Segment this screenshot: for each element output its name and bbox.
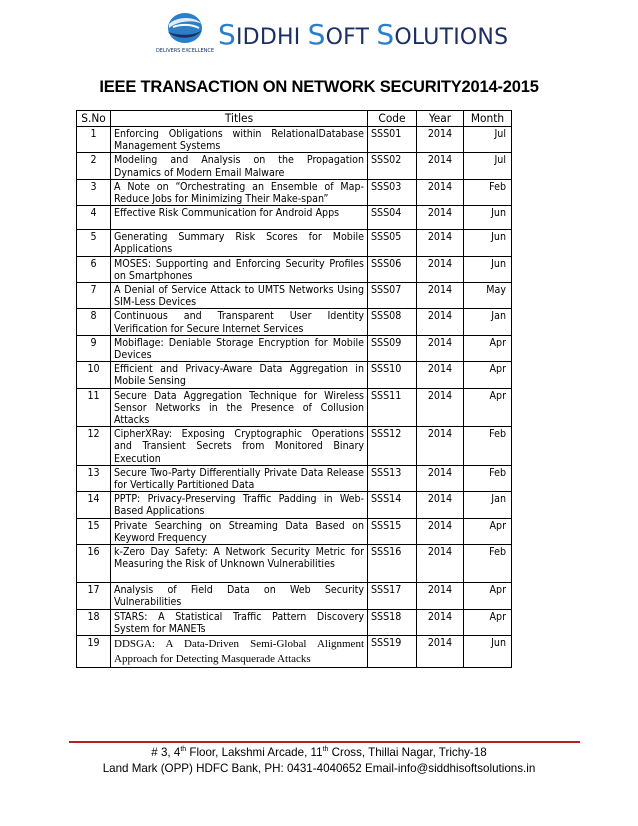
row-code: SSS01: [368, 127, 417, 153]
row-sno: 11: [77, 388, 111, 427]
address-part-2: Floor, Lakshmi Arcade, 11: [186, 746, 323, 759]
table-row: [77, 362, 512, 388]
row-sno: 10: [77, 362, 111, 388]
row-month: Apr: [464, 335, 512, 361]
row-code: SSS04: [368, 206, 417, 230]
brand-rest-1: IDDHI: [235, 25, 301, 50]
company-name: [218, 18, 508, 51]
table-row: [77, 127, 512, 153]
table-header-row: [77, 111, 512, 127]
table-row: [77, 609, 512, 635]
table-row: [77, 545, 512, 583]
row-code: SSS11: [368, 388, 417, 427]
table-row: [77, 179, 512, 205]
header-sno: S.No: [77, 111, 111, 127]
row-month: Jun: [464, 635, 512, 667]
row-sno: 2: [77, 153, 111, 179]
footer-address: [0, 745, 638, 760]
row-code: SSS05: [368, 230, 417, 256]
row-code: SSS19: [368, 635, 417, 667]
row-sno: 4: [77, 206, 111, 230]
row-title: STARS: A Statistical Traffic Pattern Discovery System for MANETs: [111, 609, 368, 635]
projects-table: [76, 110, 512, 668]
row-code: SSS16: [368, 545, 417, 583]
row-title: PPTP: Privacy-Preserving Traffic Padding in Web-Based Applications: [111, 492, 368, 518]
row-title: Generating Summary Risk Scores for Mobile Applications: [111, 230, 368, 256]
row-year: 2014: [417, 179, 464, 205]
row-code: SSS14: [368, 492, 417, 518]
row-year: 2014: [417, 427, 464, 466]
row-month: Jun: [464, 206, 512, 230]
row-sno: 13: [77, 465, 111, 491]
row-sno: 17: [77, 583, 111, 609]
footer-divider: [69, 741, 580, 743]
company-logo: [155, 10, 215, 56]
row-title: Mobiflage: Deniable Storage Encryption for Mobile Devices: [111, 335, 368, 361]
row-title: Efficient and Privacy-Aware Data Aggregation in Mobile Sensing: [111, 362, 368, 388]
row-month: Apr: [464, 388, 512, 427]
row-title: DDSGA: A Data-Driven Semi-Global Alignment Approach for Detecting Masquerade Attacks: [111, 635, 368, 667]
row-month: Apr: [464, 362, 512, 388]
row-month: Feb: [464, 427, 512, 466]
table-row: [77, 153, 512, 179]
table-row: [77, 635, 512, 667]
row-year: 2014: [417, 127, 464, 153]
row-title: Secure Data Aggregation Technique for Wireless Sensor Networks in the Presence of Collusion Attacks: [111, 388, 368, 427]
row-title: Effective Risk Communication for Android Apps: [111, 206, 368, 230]
row-sno: 6: [77, 256, 111, 282]
row-year: 2014: [417, 492, 464, 518]
row-code: SSS10: [368, 362, 417, 388]
row-year: 2014: [417, 256, 464, 282]
row-code: SSS02: [368, 153, 417, 179]
row-sno: 14: [77, 492, 111, 518]
row-year: 2014: [417, 283, 464, 309]
row-code: SSS07: [368, 283, 417, 309]
row-year: 2014: [417, 583, 464, 609]
row-month: Feb: [464, 179, 512, 205]
row-sno: 19: [77, 635, 111, 667]
header-titles: Titles: [111, 111, 368, 127]
row-year: 2014: [417, 635, 464, 667]
row-month: May: [464, 283, 512, 309]
row-title: CipherXRay: Exposing Cryptographic Operations and Transient Secrets from Monitored Binary Execution: [111, 427, 368, 466]
row-title: Continuous and Transparent User Identity Verification for Secure Internet Services: [111, 309, 368, 335]
table-row: [77, 492, 512, 518]
row-sno: 3: [77, 179, 111, 205]
row-code: SSS17: [368, 583, 417, 609]
row-year: 2014: [417, 206, 464, 230]
table-row: [77, 583, 512, 609]
row-title: Analysis of Field Data on Web Security Vulnerabilities: [111, 583, 368, 609]
table-row: [77, 309, 512, 335]
row-year: 2014: [417, 518, 464, 544]
row-year: 2014: [417, 465, 464, 491]
row-title: A Denial of Service Attack to UMTS Networks Using SIM-Less Devices: [111, 283, 368, 309]
address-part-3: Cross, Thillai Nagar, Trichy-18: [328, 746, 487, 759]
row-year: 2014: [417, 309, 464, 335]
row-code: SSS15: [368, 518, 417, 544]
row-month: Feb: [464, 545, 512, 583]
row-month: Apr: [464, 518, 512, 544]
row-month: Jul: [464, 153, 512, 179]
row-sno: 8: [77, 309, 111, 335]
row-year: 2014: [417, 388, 464, 427]
brand-cap-2: S: [307, 18, 326, 51]
address-sup-2: th: [322, 746, 329, 754]
table-row: [77, 335, 512, 361]
row-code: SSS13: [368, 465, 417, 491]
row-year: 2014: [417, 335, 464, 361]
table-row: [77, 465, 512, 491]
row-sno: 5: [77, 230, 111, 256]
table-row: [77, 230, 512, 256]
row-title: k-Zero Day Safety: A Network Security Metric for Measuring the Risk of Unknown Vulnerabilities: [111, 545, 368, 583]
address-part-1: # 3, 4: [151, 746, 181, 759]
row-title: Modeling and Analysis on the Propagation Dynamics of Modern Email Malware: [111, 153, 368, 179]
row-sno: 7: [77, 283, 111, 309]
row-code: SSS18: [368, 609, 417, 635]
row-month: Apr: [464, 583, 512, 609]
row-sno: 18: [77, 609, 111, 635]
header-year: Year: [417, 111, 464, 127]
row-sno: 16: [77, 545, 111, 583]
row-year: 2014: [417, 362, 464, 388]
table-row: [77, 518, 512, 544]
row-code: SSS03: [368, 179, 417, 205]
table-row: [77, 206, 512, 230]
brand-rest-2: OFT: [325, 25, 370, 50]
row-code: SSS06: [368, 256, 417, 282]
row-month: Apr: [464, 609, 512, 635]
row-sno: 15: [77, 518, 111, 544]
row-sno: 9: [77, 335, 111, 361]
row-month: Jun: [464, 230, 512, 256]
brand-rest-3: OLUTIONS: [394, 25, 509, 50]
row-month: Jun: [464, 256, 512, 282]
row-code: SSS08: [368, 309, 417, 335]
table-row: [77, 283, 512, 309]
row-title: MOSES: Supporting and Enforcing Security Profiles on Smartphones: [111, 256, 368, 282]
row-title: A Note on “Orchestrating an Ensemble of Map-Reduce Jobs for Minimizing Their Make-span”: [111, 179, 368, 205]
row-year: 2014: [417, 545, 464, 583]
brand-cap-1: S: [218, 18, 236, 51]
row-code: SSS09: [368, 335, 417, 361]
brand-cap-3: S: [376, 18, 395, 51]
row-year: 2014: [417, 230, 464, 256]
table-row: [77, 388, 512, 427]
row-month: Feb: [464, 465, 512, 491]
row-month: Jul: [464, 127, 512, 153]
row-title: Enforcing Obligations within RelationalDatabase Management Systems: [111, 127, 368, 153]
table-row: [77, 427, 512, 466]
row-sno: 12: [77, 427, 111, 466]
row-month: Jan: [464, 309, 512, 335]
row-month: Jan: [464, 492, 512, 518]
row-title: Secure Two-Party Differentially Private Data Release for Vertically Partitioned Data: [111, 465, 368, 491]
row-sno: 1: [77, 127, 111, 153]
table-row: [77, 256, 512, 282]
address-sup-1: th: [180, 746, 187, 754]
footer-contact: Land Mark (OPP) HDFC Bank, PH: 0431-4040652 Email-info@siddhisoftsolutions.in: [102, 762, 536, 775]
document-title: IEEE TRANSACTION ON NETWORK SECURITY2014-2015: [99, 78, 539, 96]
header-month: Month: [464, 111, 512, 127]
row-title: Private Searching on Streaming Data Based on Keyword Frequency: [111, 518, 368, 544]
row-code: SSS12: [368, 427, 417, 466]
logo-tagline: DELIVERS EXCELLENCE: [155, 48, 215, 54]
row-year: 2014: [417, 153, 464, 179]
header-code: Code: [368, 111, 417, 127]
row-year: 2014: [417, 609, 464, 635]
